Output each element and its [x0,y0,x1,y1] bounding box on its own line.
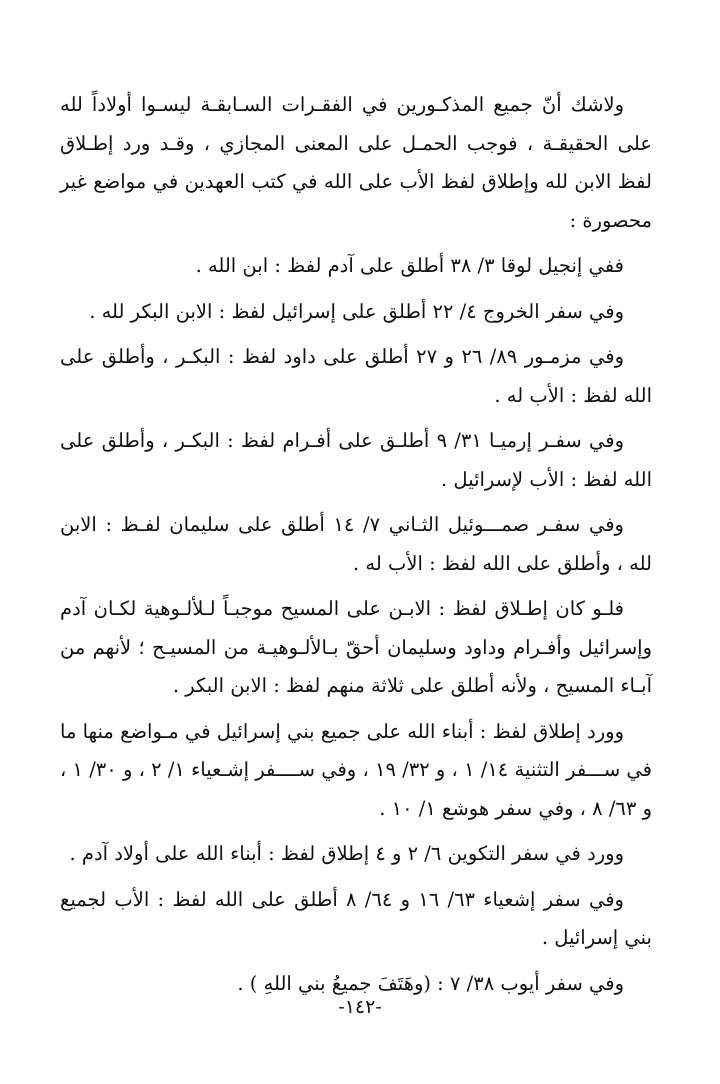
paragraph-psalms: وفي مزمـور ٨٩/ ٢٦ و ٢٧ أطلق على داود لفظ : البكـر ، وأطلق على الله لفظ : الأب له . [60,345,652,407]
paragraph-argument: فلـو كان إطـلاق لفظ : الابـن على المسيح موجبـاً لـلألـوهية لكـان آدم وإسرائيل وأفـرام وداود وسليمان أحقّ بـالألـوهيـة من المسيـح ؛ لأنهم من آبـاء المسيح ، ولأنه أطلق على ثلاثة منهم لفظ : الابن البكر . [60,597,652,697]
text-body [60,86,652,1003]
paragraph-intro: ولاشك أنّ جميع المذكـورين في الفقـرات السـابقـة ليسـوا أولاداً لله على الحقيقـة ، فوجب الحمـل على المعنى المجازي ، وقـد ورد إطـلاق لفظ الابن لله وإطلاق لفظ الأب على الله في كتب العهدين في مواضع غير محصورة : [60,93,652,232]
paragraph-samuel: وفي سفـر صمـــوئيل الثـاني ٧/ ١٤ أطلق على سليمان لفـظ : الابن لله ، وأطلق على الله لفظ : الأب له . [60,513,652,575]
paragraph-luke: ففي إنجيل لوقا ٣/ ٣٨ أطلق على آدم لفظ : ابن الله . [195,254,624,277]
paragraph-exodus: وفي سفر الخروج ٤/ ٢٢ أطلق على إسرائيل لفظ : الابن البكر لله . [89,299,624,323]
paragraph-sons-of-israel: وورد إطلاق لفظ : أبناء الله على جميع بني إسرائيل في مـواضع منها ما في ســـفر التثنية ١٤/ ١ ، و ٣٢/ ١٩ ، وفي ســــفر إشـعياء ١/ ٢ ، و ٣٠/ ١ ، و ٦٣/ ٨ ، وفي سفر هوشع ١/ ١٠ . [60,719,652,820]
paragraph-isaiah: وفي سفر إشعياء ٦٣/ ١٦ و ٦٤/ ٨ أطلق على الله لفظ : الأب لجميع بني إسرائيل . [60,887,652,949]
paragraph-genesis: وورد في سفر التكوين ٦/ ٢ و ٤ إطلاق لفظ : أبناء الله على أولاد آدم . [69,842,624,865]
paragraph-job: وفي سفر أيوب ٣٨/ ٧ : (وهَتَفَ جميعُ بني اللهِ ) . [237,971,624,995]
paragraph-jeremiah: وفي سفـر إرميـا ٣١/ ٩ أطلـق على أفـرام لفظ : البكـر ، وأطلق على الله لفظ : الأب لإسرائيل . [60,429,652,491]
page-number: -١٤٢- [338,996,382,1018]
